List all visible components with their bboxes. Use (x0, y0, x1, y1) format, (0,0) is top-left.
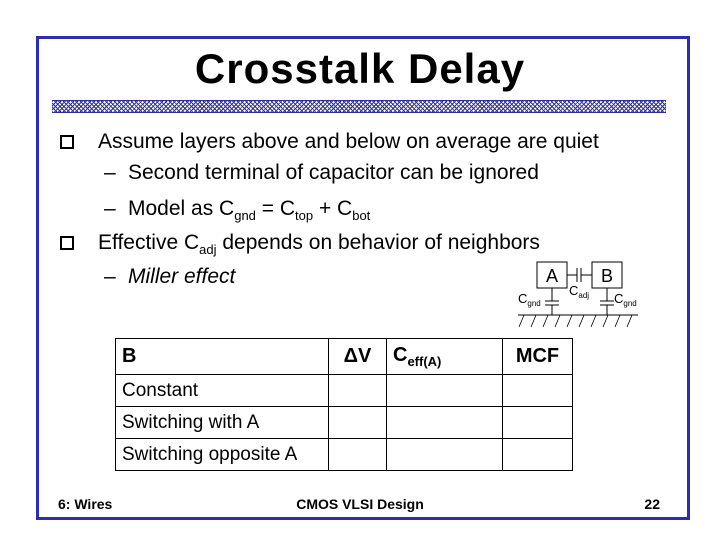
footer-page-number: 22 (644, 496, 660, 512)
row-ceff (387, 407, 503, 439)
dash-marker: – (104, 265, 116, 288)
row-b: Switching opposite A (116, 439, 329, 471)
dash-marker: – (104, 161, 116, 184)
table-row (116, 439, 573, 471)
row-dv (329, 407, 387, 439)
table-header-row (116, 339, 573, 375)
sub-bullet-text: Miller effect (128, 265, 236, 288)
slide-title: Crosstalk Delay (194, 45, 526, 92)
bullet-text: Effective C (98, 231, 200, 254)
row-dv (329, 375, 387, 407)
header-ceff (387, 339, 503, 375)
header-mcf: MCF (503, 339, 573, 375)
cgnd-left-label: $C_{gnd}$ (518, 291, 541, 308)
sub-bullet-1-1 (104, 160, 539, 186)
sub-bullet-text: Second terminal of capacitor can be ignored (128, 161, 539, 184)
sub-bullet-text: + C (313, 197, 353, 220)
sub-bullet-1-2 (104, 196, 370, 229)
bullet-1: Assume layers above and below on average are quiet (98, 130, 599, 153)
row-mcf (503, 439, 573, 471)
header-ceff-subscript: eff(A) (407, 354, 442, 369)
node-b-label: B (600, 266, 614, 286)
table-row (116, 375, 573, 407)
title-divider (52, 100, 666, 113)
bullet-box-icon (60, 236, 74, 250)
header-ceff-text: C (393, 344, 408, 366)
row-mcf (503, 407, 573, 439)
subscript: top (295, 208, 314, 223)
miller-factor-table (115, 338, 573, 471)
bullet-text: depends on behavior of neighbors (216, 231, 540, 254)
row-b: Constant (116, 375, 329, 407)
sub-bullet-text: = C (255, 197, 296, 220)
row-mcf (503, 375, 573, 407)
cgnd-right-label: $C_{gnd}$ (614, 291, 637, 308)
header-delta-v: ΔV (329, 339, 387, 375)
bullet-box-icon (60, 135, 74, 149)
node-a-label: A (545, 266, 559, 286)
table-row (116, 407, 573, 439)
bullet-2 (98, 230, 540, 263)
footer-chapter: 6: Wires (58, 496, 113, 512)
footer-course: CMOS VLSI Design (296, 496, 424, 512)
subscript: bot (352, 208, 371, 223)
row-ceff (387, 439, 503, 471)
row-dv (329, 439, 387, 471)
subscript: adj (199, 242, 217, 257)
cadj-label: $C_{adj}$ (569, 283, 590, 300)
row-b: Switching with A (116, 407, 329, 439)
sub-bullet-2-1 (104, 264, 235, 290)
dash-marker: – (104, 197, 116, 220)
ground-hatch (519, 315, 632, 327)
row-ceff (387, 375, 503, 407)
subscript: gnd (234, 208, 256, 223)
header-b: B (116, 339, 329, 375)
coupling-capacitor-diagram (510, 260, 650, 332)
sub-bullet-text: Model as C (128, 197, 235, 220)
